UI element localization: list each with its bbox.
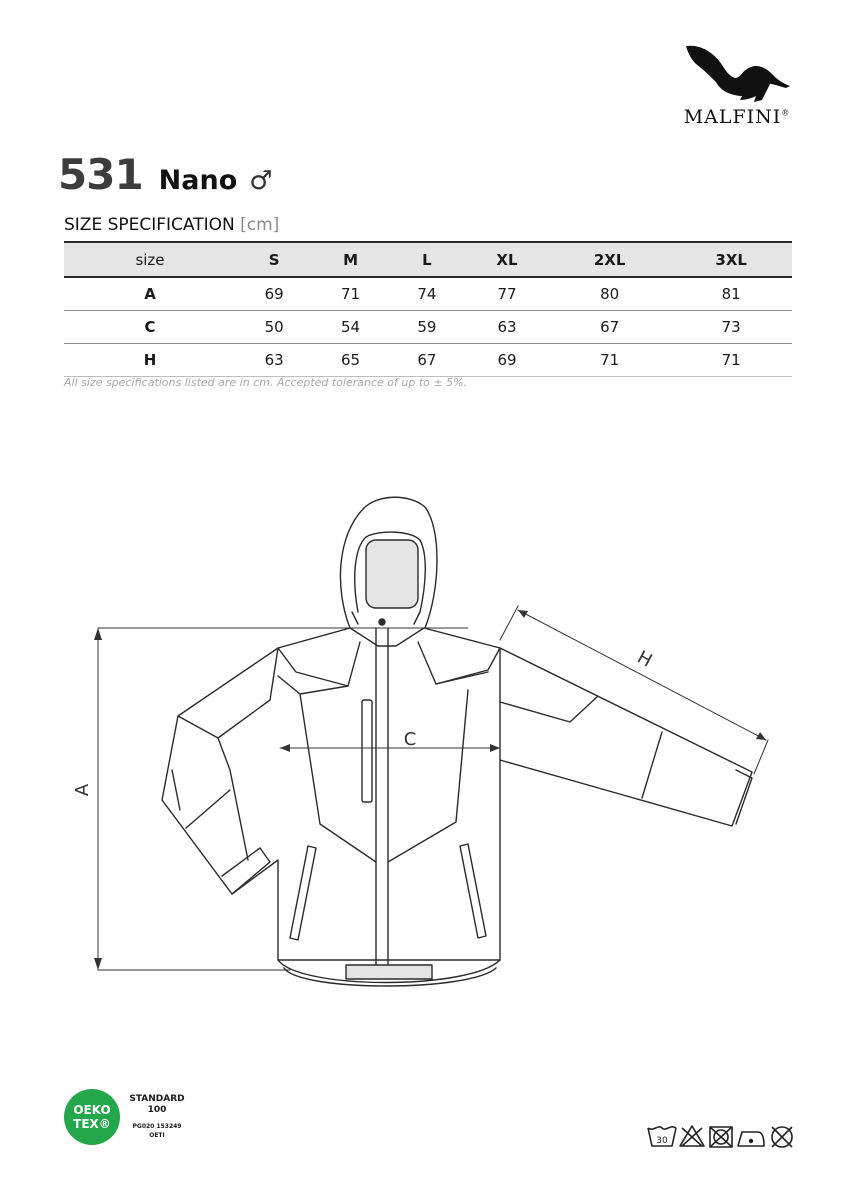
table-cell: 71 [312, 277, 388, 311]
left-sleeve [178, 648, 278, 738]
table-row-label: C [64, 311, 236, 344]
spec-heading: SIZE SPECIFICATION [cm] [64, 215, 280, 235]
table-row [64, 344, 792, 377]
table-cell: 74 [389, 277, 465, 311]
table-cell: 67 [549, 311, 671, 344]
table-header-cell: 2XL [549, 242, 671, 277]
table-cell: 71 [549, 344, 671, 377]
right-pocket-zip [460, 844, 486, 938]
wash-30-icon [648, 1127, 676, 1146]
care-symbols [646, 1122, 800, 1152]
product-name: Nano [158, 165, 238, 196]
table-header-cell: size [64, 242, 236, 277]
oeko-tex-standard: STANDARD 100 PG020 153249 OETI [129, 1094, 185, 1139]
chest-pocket-zip [362, 700, 372, 802]
svg-text:30: 30 [656, 1136, 668, 1146]
table-cell: 63 [236, 344, 312, 377]
table-header-cell: 3XL [670, 242, 792, 277]
hood-lining [366, 540, 418, 608]
table-cell: 69 [236, 277, 312, 311]
oeko-tex-badge: OEKO TEX® [64, 1089, 120, 1145]
table-cell: 81 [670, 277, 792, 311]
tolerance-note: All size specifications listed are in cm. Accepted tolerance of up to ± 5%. [64, 376, 468, 389]
zipper [376, 628, 388, 968]
right-sleeve [500, 648, 752, 826]
table-row-label: H [64, 344, 236, 377]
table-row [64, 311, 792, 344]
jacket-diagram [0, 480, 849, 1020]
table-header-cell: M [312, 242, 388, 277]
brand-logo [672, 40, 802, 128]
no-bleach-icon [680, 1126, 704, 1146]
no-tumble-dry-icon [710, 1127, 732, 1147]
left-pocket-zip [290, 846, 316, 940]
table-cell: 50 [236, 311, 312, 344]
table-header-row [64, 242, 792, 277]
no-dry-clean-icon [772, 1127, 792, 1147]
table-cell: 59 [389, 311, 465, 344]
table-cell: 69 [465, 344, 549, 377]
table-header-cell: XL [465, 242, 549, 277]
male-icon: ♂ [249, 166, 273, 196]
table-header-cell: L [389, 242, 465, 277]
label-c: C [403, 729, 417, 750]
iron-low-icon [738, 1132, 764, 1146]
label-h: H [633, 646, 656, 672]
table-cell: 77 [465, 277, 549, 311]
table-cell: 73 [670, 311, 792, 344]
table-cell: 54 [312, 311, 388, 344]
table-cell: 80 [549, 277, 671, 311]
brand-name: MALFINI® [683, 106, 791, 128]
table-cell: 65 [312, 344, 388, 377]
eagle-icon [682, 40, 792, 106]
table-row-label: A [64, 277, 236, 311]
table-cell: 71 [670, 344, 792, 377]
label-a: A [72, 783, 93, 797]
table-cell: 63 [465, 311, 549, 344]
product-title [58, 150, 273, 199]
table-row [64, 277, 792, 311]
product-code: 531 [58, 150, 143, 199]
size-table [64, 241, 792, 377]
table-header-cell: S [236, 242, 312, 277]
table-cell: 67 [389, 344, 465, 377]
